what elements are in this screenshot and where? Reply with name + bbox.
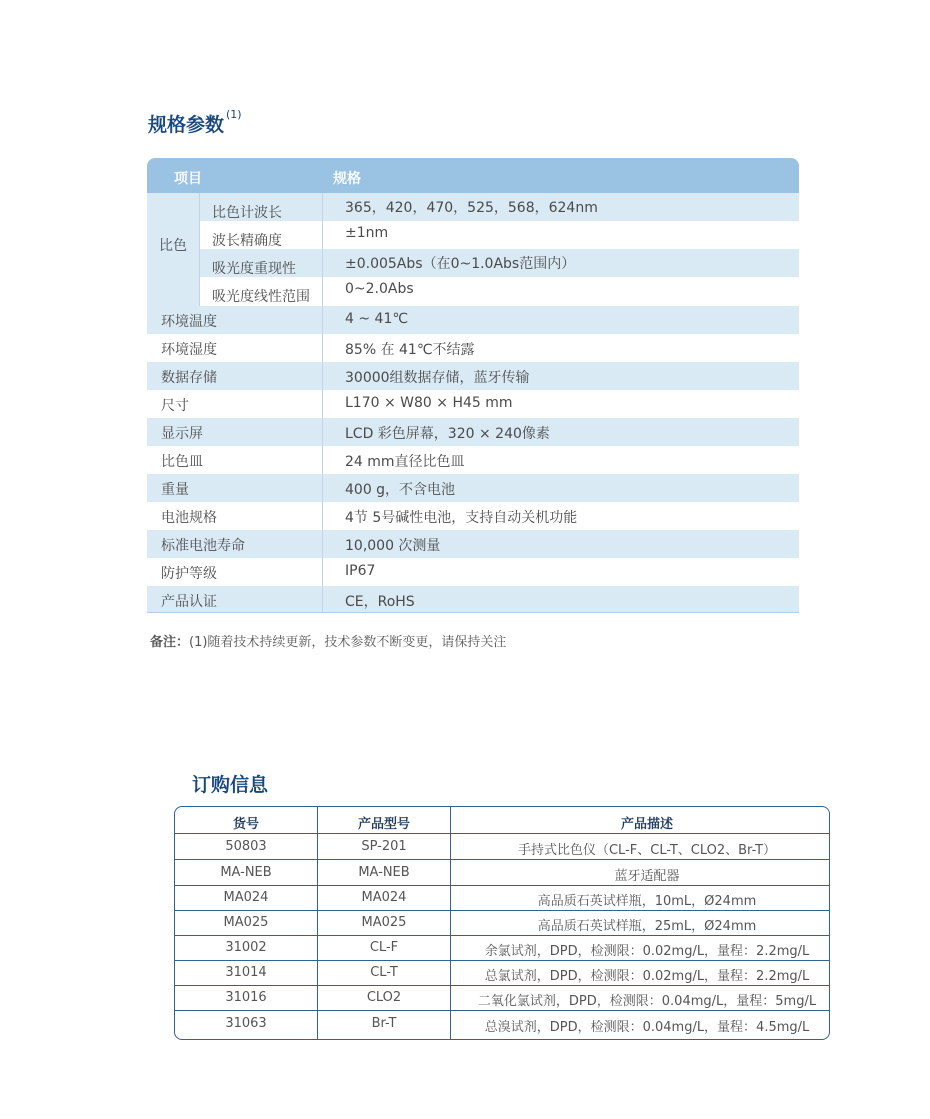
table-row xyxy=(175,985,829,1011)
row-desc: 总溴试剂，DPD，检测限：0.04mg/L，量程：4.5mg/L xyxy=(484,1020,810,1035)
row-sku: 50803 xyxy=(225,839,267,854)
group-divider xyxy=(199,193,200,306)
row-item: 重量 xyxy=(161,482,189,498)
table-row xyxy=(147,474,799,502)
row-model: MA-NEB xyxy=(358,865,410,880)
column-divider xyxy=(322,193,323,613)
table-row xyxy=(199,277,799,306)
table-bottom-border xyxy=(147,612,799,613)
table-row xyxy=(175,834,829,860)
row-sku: 31002 xyxy=(225,940,267,955)
row-item: 环境温度 xyxy=(161,314,217,330)
table-row xyxy=(147,306,799,334)
row-model: CL-F xyxy=(369,940,399,955)
table-row xyxy=(147,390,799,418)
order-table-header xyxy=(175,807,829,834)
row-item: 比色皿 xyxy=(161,454,203,470)
footnote xyxy=(150,631,506,650)
row-sku: MA-NEB xyxy=(220,865,272,880)
spec-title xyxy=(148,110,242,137)
row-model: SP-201 xyxy=(361,839,407,854)
row-value: 0~2.0Abs xyxy=(345,281,414,297)
table-row xyxy=(175,910,829,936)
header-spec: 规格 xyxy=(333,171,361,187)
row-value: 400 g，不含电池 xyxy=(345,482,456,498)
row-item: 波长精确度 xyxy=(212,233,282,249)
row-value: 365，420，470，525，568，624nm xyxy=(345,200,598,216)
spec-title-text: 规格参数 xyxy=(148,114,225,136)
row-desc: 二氧化氯试剂，DPD，检测限：0.04mg/L，量程：5mg/L xyxy=(477,994,817,1009)
table-row xyxy=(175,885,829,911)
row-value: L170 × W80 × H45 mm xyxy=(345,395,513,411)
row-item: 数据存储 xyxy=(161,370,217,386)
row-item: 产品认证 xyxy=(161,594,217,610)
footnote-label: 备注： xyxy=(150,635,190,650)
table-row xyxy=(147,418,799,446)
row-item: 防护等级 xyxy=(161,566,217,582)
row-item: 环境湿度 xyxy=(161,342,217,358)
row-sku: MA024 xyxy=(223,890,269,905)
row-desc: 手持式比色仪（CL-F、CL-T、CLO2、Br-T） xyxy=(517,843,777,858)
table-row xyxy=(147,362,799,390)
row-item: 显示屏 xyxy=(161,426,203,442)
row-model: MA025 xyxy=(361,915,407,930)
table-row xyxy=(147,586,799,612)
row-sku: 31063 xyxy=(225,1016,267,1031)
table-row xyxy=(175,960,829,986)
row-value: 10,000 次测量 xyxy=(345,538,441,554)
row-value: 85% 在 41℃不结露 xyxy=(345,342,475,358)
spec-table-header xyxy=(147,158,799,193)
row-value: 30000组数据存储，蓝牙传输 xyxy=(345,370,530,386)
group-label: 比色 xyxy=(159,238,187,254)
order-title: 订购信息 xyxy=(192,774,269,796)
spec-group-colorimetry xyxy=(147,193,799,306)
header-model: 产品型号 xyxy=(357,817,410,832)
row-desc: 高品质石英试样瓶，25mL，Ø24mm xyxy=(537,919,757,934)
row-value: IP67 xyxy=(345,563,376,579)
row-desc: 余氯试剂，DPD，检测限：0.02mg/L，量程：2.2mg/L xyxy=(484,944,810,959)
footnote-text: (1)随着技术持续更新，技术参数不断变更，请保持关注 xyxy=(189,635,507,650)
table-row xyxy=(199,193,799,221)
row-item: 比色计波长 xyxy=(212,205,282,221)
table-row xyxy=(147,334,799,362)
header-item: 项目 xyxy=(174,171,202,187)
row-item: 标准电池寿命 xyxy=(161,538,245,554)
row-value: ±1nm xyxy=(345,225,389,241)
row-value: LCD 彩色屏幕，320 × 240像素 xyxy=(345,426,550,442)
row-item: 吸光度重现性 xyxy=(212,261,296,277)
row-model: Br-T xyxy=(371,1016,397,1031)
row-sku: MA025 xyxy=(223,915,269,930)
table-row xyxy=(147,446,799,474)
table-row xyxy=(199,221,799,249)
row-sku: 31014 xyxy=(225,965,267,980)
row-item: 吸光度线性范围 xyxy=(212,289,310,305)
row-item: 尺寸 xyxy=(161,398,189,414)
table-row xyxy=(175,1011,829,1036)
header-sku: 货号 xyxy=(232,817,259,832)
row-value: ±0.005Abs（在0~1.0Abs范围内） xyxy=(345,256,576,272)
row-model: CL-T xyxy=(370,965,398,980)
row-desc: 蓝牙适配器 xyxy=(614,869,680,884)
row-desc: 总氯试剂，DPD，检测限：0.02mg/L，量程：2.2mg/L xyxy=(484,969,810,984)
table-row xyxy=(147,558,799,586)
table-row xyxy=(199,249,799,277)
group-label-cell xyxy=(147,193,199,306)
column-divider xyxy=(317,807,318,1039)
spec-title-footnote: (1) xyxy=(226,108,242,121)
row-value: 4 ~ 41℃ xyxy=(345,311,409,327)
spec-table xyxy=(147,158,799,613)
row-desc: 高品质石英试样瓶，10mL，Ø24mm xyxy=(537,894,757,909)
table-row xyxy=(175,935,829,961)
column-divider xyxy=(450,807,451,1039)
header-desc: 产品描述 xyxy=(620,817,673,832)
table-row xyxy=(175,860,829,886)
table-row xyxy=(147,502,799,530)
row-sku: 31016 xyxy=(225,990,267,1005)
row-item: 电池规格 xyxy=(161,510,217,526)
row-value: 4节 5号碱性电池，支持自动关机功能 xyxy=(345,510,578,526)
row-value: CE，RoHS xyxy=(345,594,415,610)
row-value: 24 mm直径比色皿 xyxy=(345,454,465,470)
row-model: MA024 xyxy=(361,890,407,905)
table-row xyxy=(147,530,799,558)
row-model: CLO2 xyxy=(366,990,402,1005)
order-table xyxy=(174,806,830,1040)
